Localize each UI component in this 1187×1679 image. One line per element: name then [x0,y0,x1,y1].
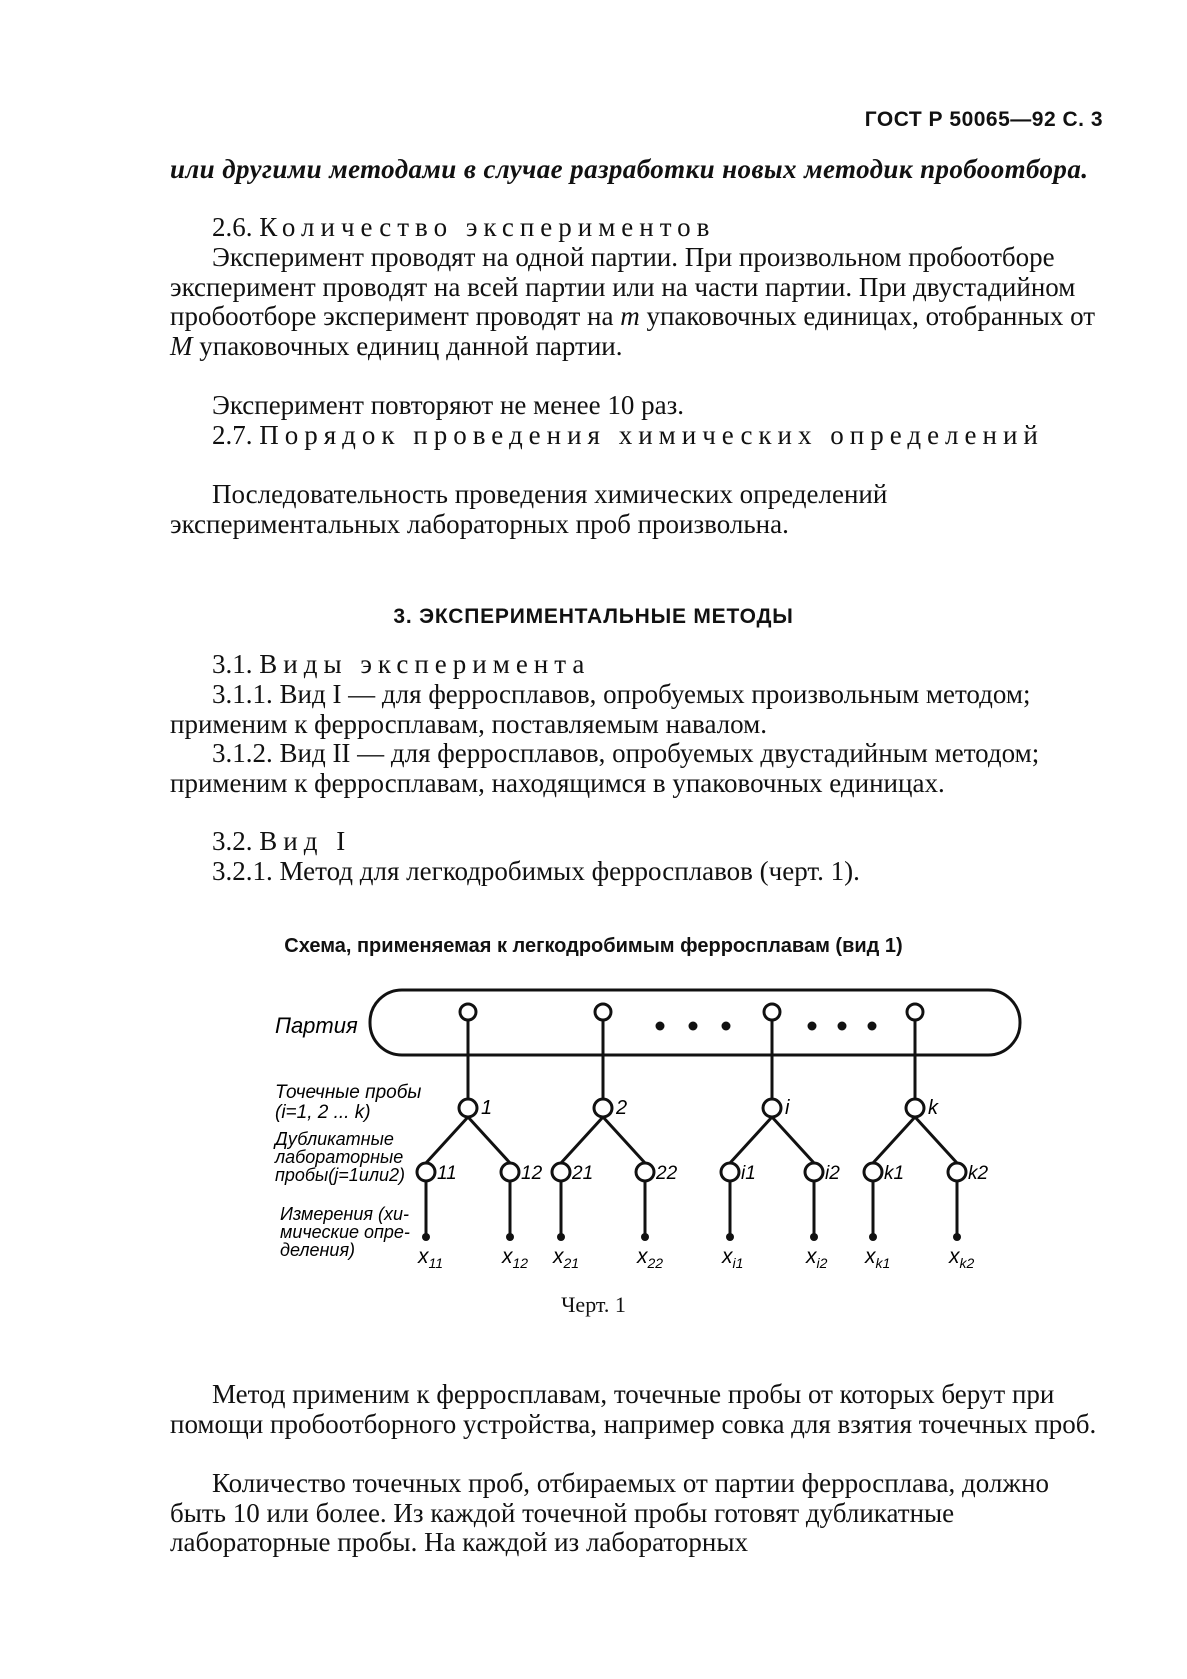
duplicate-sample-label: k2 [968,1163,989,1184]
measurement-dot [506,1233,514,1241]
duplicate-sample-label: 22 [656,1163,678,1184]
section-2-6-paragraph-2: Эксперимент повторяют не менее 10 раз. [212,390,685,420]
measurement-label: $x_{k1}$ [865,1245,891,1271]
section-number: 3.1. [212,649,253,679]
duplicate-sample-label: i1 [741,1163,756,1184]
paragraph-text: Эксперимент проводят на одной партии. При произвольном пробоотборе эксперимент проводят на всей партии или на части партии. При двустадийном пробоотборе эксперимент проводят на [170,242,1076,331]
figure-title: Схема, применяемая к легкодробимым ферросплавам (вид 1) [284,935,903,957]
measurement-dot [726,1233,734,1241]
branch-line [468,1117,510,1163]
measurement-dot [422,1233,430,1241]
measurement-dot [953,1233,961,1241]
section-2-6-paragraph [170,243,1100,361]
sampling-scheme-diagram [0,980,1187,1280]
section-3-2-heading [170,827,1100,857]
duplicate-sample-label: 21 [572,1163,594,1184]
label-spot-1: Точечные пробы [275,1082,422,1103]
ellipsis-dot [868,1022,877,1031]
branch-line [873,1117,915,1163]
section-title: Количество экспериментов [259,212,716,242]
spot-sample-label: i [785,1097,790,1119]
branch-line [915,1117,957,1163]
figure-caption: Черт. 1 [561,1292,626,1317]
branch-line [603,1117,645,1163]
label-meas-1: Измерения (хи- [280,1204,409,1224]
label-meas-3: деления) [280,1240,356,1260]
paragraph-after-figure-2: Количество точечных проб, отбираемых от партии ферросплава, должно быть 10 или более. Из каждой точечной пробы готовят дубликатные лабораторные пробы. На каждой из лабораторных [170,1468,1049,1557]
measurement-dot [869,1233,877,1241]
branch-line [426,1117,468,1163]
intro-paragraph: или другими методами в случае разработки новых методик пробоотбора. [170,154,1089,184]
duplicate-sample-label: i2 [825,1163,840,1184]
paragraph-text: упаковочных единицах, отобранных от [646,301,1096,331]
measurement-label: $x_{11}$ [418,1245,444,1271]
section-2-6-heading [170,213,1100,243]
section-title: Вид I [259,826,352,856]
spot-sample-label: 2 [616,1097,628,1119]
measurement-dot [557,1233,565,1241]
measurement-subscript: i1 [732,1255,744,1271]
measurement-label: $x_{21}$ [553,1245,580,1271]
spot-sample-node [459,1099,477,1117]
section-3-1-heading [170,650,1100,680]
label-dup-3: пробы(j=1или2) [275,1165,405,1185]
section-title: Виды эксперимента [259,649,591,679]
section-3-title: 3. ЭКСПЕРИМЕНТАЛЬНЫЕ МЕТОДЫ [393,605,794,628]
duplicate-sample-label: 12 [521,1163,543,1184]
ellipsis-dot [689,1022,698,1031]
paragraph-after-figure-1: Метод применим к ферросплавам, точечные пробы от которых берут при помощи пробоотборного устройства, например совка для взятия точечных проб. [170,1379,1097,1439]
branch-line [772,1117,814,1163]
batch-increment-circle [460,1004,476,1020]
label-batch: Партия [275,1013,358,1038]
section-number: 2.7. [212,420,253,450]
spot-sample-node [594,1099,612,1117]
section-title: Порядок проведения химических определений [259,420,1044,450]
duplicate-sample-node [864,1163,882,1181]
measurement-label: $x_{i2}$ [806,1245,828,1271]
duplicate-sample-node [417,1163,435,1181]
section-3-1-2: 3.1.2. Вид II — для ферросплавов, опробуемых двустадийным методом; применим к ферросплавам, находящимся в упаковочных единицах. [170,738,1040,798]
math-m: m [620,301,640,331]
measurement-label: $x_{i1}$ [722,1245,744,1271]
measurement-subscript: k1 [875,1255,891,1271]
paragraph-text: упаковочных единиц данной партии. [199,330,623,361]
measurement-subscript: 11 [428,1255,444,1271]
page-header: ГОСТ Р 50065—92 С. 3 [864,108,1103,131]
ellipsis-dot [722,1022,731,1031]
duplicate-sample-node [636,1163,654,1181]
measurement-subscript: 22 [647,1255,664,1271]
ellipsis-dot [808,1022,817,1031]
measurement-subscript: 12 [512,1255,529,1271]
duplicate-sample-node [552,1163,570,1181]
section-3-2-1: 3.2.1. Метод для легкодробимых ферросплавов (черт. 1). [212,856,860,886]
section-2-7-heading [170,421,1100,451]
measurement-label: $x_{22}$ [637,1245,664,1271]
label-meas-2: мические опре- [280,1222,410,1242]
batch-increment-circle [764,1004,780,1020]
duplicate-sample-label: 11 [437,1163,457,1184]
spot-sample-node [763,1099,781,1117]
label-dup-1: Дубликатные [275,1129,394,1149]
ellipsis-dot [838,1022,847,1031]
duplicate-sample-node [948,1163,966,1181]
spot-sample-label: 1 [481,1097,493,1119]
sampling-trees [417,1004,989,1271]
section-2-7-paragraph: Последовательность проведения химических определений экспериментальных лабораторных проб произвольна. [170,479,888,539]
measurement-subscript: 21 [563,1255,580,1271]
section-number: 3.2. [212,826,253,856]
label-dup-2: лабораторные [275,1147,404,1167]
spot-sample-label: k [928,1097,938,1119]
measurement-subscript: i2 [816,1255,828,1271]
measurement-subscript: k2 [959,1255,975,1271]
duplicate-sample-node [721,1163,739,1181]
section-3-1-1: 3.1.1. Вид I — для ферросплавов, опробуемых произвольным методом; применим к ферросплавам, поставляемым навалом. [170,679,1031,739]
batch-increment-circle [595,1004,611,1020]
branch-line [561,1117,603,1163]
spot-sample-node [906,1099,924,1117]
duplicate-sample-label: k1 [884,1163,905,1184]
section-number: 2.6. [212,212,253,242]
measurement-dot [810,1233,818,1241]
measurement-label: $x_{12}$ [502,1245,529,1271]
math-M: M [170,330,193,361]
measurement-dot [641,1233,649,1241]
duplicate-sample-node [805,1163,823,1181]
measurement-label: $x_{k2}$ [949,1245,975,1271]
branch-line [730,1117,772,1163]
ellipsis-dot [656,1022,665,1031]
batch-increment-circle [907,1004,923,1020]
label-spot-2: (i=1, 2 ... k) [275,1102,371,1123]
duplicate-sample-node [501,1163,519,1181]
